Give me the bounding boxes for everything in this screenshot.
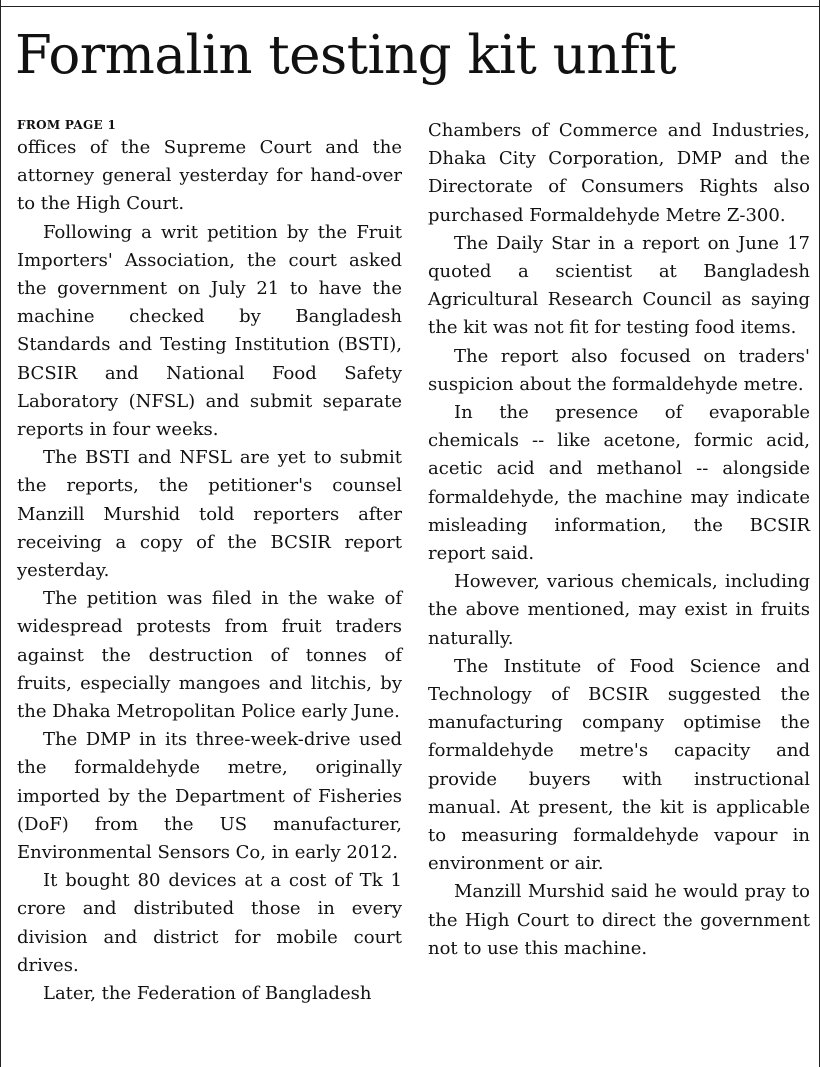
paragraph: The BSTI and NFSL are yet to submit the reports, the petitioner's counsel Manzill Murshid told reporters after receiving a copy of the BCSIR report yesterday. bbox=[17, 447, 402, 582]
paragraph: The Institute of Food Science and Technology of BCSIR suggested the manufacturing company optimise the formaldehyde metre's capacity and provide buyers with instructional manual. At present, the kit is applicable to measuring formaldehyde vapour in environment or air. bbox=[428, 655, 810, 875]
paragraph: The Daily Star in a report on June 17 quoted a scientist at Bangladesh Agricultural Research Council as saying the kit was not fit for testing food items. bbox=[428, 232, 810, 339]
right-column bbox=[428, 117, 810, 963]
paragraph: The petition was filed in the wake of widespread protests from fruit traders against the destruction of tonnes of fruits, especially mangoes and litchis, by the Dhaka Metropolitan Police early June. bbox=[17, 588, 402, 723]
paragraph: Following a writ petition by the Fruit Importers' Association, the court asked the government on July 21 to have the machine checked by Bangladesh Standards and Testing Institution (BSTI), BCSIR and National Food Safety Laboratory (NFSL) and submit separate reports in four weeks. bbox=[17, 221, 402, 441]
paragraph: Chambers of Commerce and Industries, Dhaka City Corporation, DMP and the Directorate of Consumers Rights also purchased Formaldehyde Metre Z-300. bbox=[428, 120, 810, 226]
top-rule bbox=[1, 6, 819, 7]
continuation-kicker: FROM PAGE 1 bbox=[17, 118, 117, 132]
paragraph: It bought 80 devices at a cost of Tk 1 crore and distributed those in every division and district for mobile court drives. bbox=[17, 870, 402, 976]
paragraph: Later, the Federation of Bangladesh bbox=[43, 983, 372, 1005]
paragraph: Manzill Murshid said he would pray to the High Court to direct the government not to use this machine. bbox=[428, 881, 810, 959]
paragraph: offices of the Supreme Court and the attorney general yesterday for hand-over to the High Court. bbox=[17, 137, 402, 215]
paragraph: The report also focused on traders' suspicion about the formaldehyde metre. bbox=[428, 345, 810, 395]
headline: Formalin testing kit unfit bbox=[15, 25, 677, 86]
left-column bbox=[17, 117, 402, 1008]
paragraph: In the presence of evaporable chemicals -- like acetone, formic acid, acetic acid and methanol -- alongside formaldehyde, the machine may indicate misleading information, the BCSIR report said. bbox=[428, 402, 810, 565]
paragraph: However, various chemicals, including the above mentioned, may exist in fruits naturally. bbox=[428, 571, 810, 649]
paragraph: The DMP in its three-week-drive used the formaldehyde metre, originally imported by the Department of Fisheries (DoF) from the US manufacturer, Environmental Sensors Co, in early 2012. bbox=[17, 729, 402, 864]
